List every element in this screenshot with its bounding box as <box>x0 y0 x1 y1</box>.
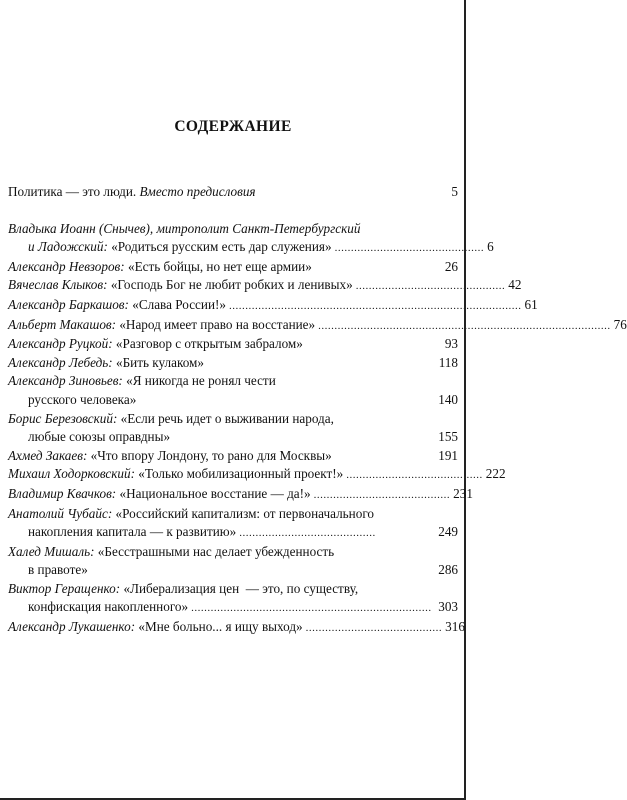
page-number: 286 <box>438 562 458 578</box>
entry-author: Михаил Ходорковский: <box>8 466 135 482</box>
toc-entry <box>8 276 522 296</box>
entry-subtitle: Вместо предисловия <box>139 184 256 199</box>
page-number: 231 <box>453 485 473 501</box>
page-title: СОДЕРЖАНИЕ <box>174 118 292 135</box>
toc-entry <box>8 410 458 447</box>
entry-title: «Есть бойцы, но нет еще армии» <box>124 258 312 274</box>
toc-entry <box>8 372 458 409</box>
entry-title: Политика — это люди. <box>8 184 140 199</box>
toc-entry <box>8 543 458 580</box>
entry-author: Александр Зиновьев: <box>8 373 123 389</box>
dot-leader: .......................................................................... <box>191 602 432 615</box>
entry-title-continued: в правоте» <box>28 562 88 578</box>
entry-title: «Родиться русским есть дар служения» <box>107 239 332 255</box>
page-number: 191 <box>438 447 458 463</box>
dot-leader: .............................................. <box>334 242 485 255</box>
page-number: 26 <box>444 258 458 274</box>
entry-author: Владыка Иоанн (Снычев), митрополит Санкт-Петербургский <box>8 220 361 236</box>
page-number: 140 <box>438 391 458 407</box>
toc-entry <box>8 296 538 316</box>
page-number: 118 <box>438 354 458 370</box>
entry-author: Вячеслав Клыков: <box>8 277 108 293</box>
toc-entry <box>8 447 458 466</box>
entry-title-continued: русского человека» <box>28 391 137 407</box>
page-number: 316 <box>445 619 465 635</box>
page-number: 303 <box>438 599 458 615</box>
entry-author: Александр Лукашенко: <box>8 619 136 635</box>
entry-author: Борис Березовский: <box>8 410 118 426</box>
entry-title: «Только мобилизационный проект!» <box>134 466 344 482</box>
toc-entry <box>8 220 494 258</box>
entry-title-continued: любые союзы оправдны» <box>28 429 171 445</box>
dot-leader: .......................................... <box>313 488 451 501</box>
toc-entry <box>8 316 627 336</box>
page-number: 249 <box>438 524 458 540</box>
entry-title: «Мне больно... я ищу выход» <box>135 619 303 635</box>
entry-title: «Российский капитализм: от первоначального <box>112 505 375 521</box>
dot-leader: .......................................... <box>239 527 376 540</box>
toc-entry <box>8 618 465 638</box>
entry-title: «Разговор с открытым забралом» <box>112 336 303 352</box>
page-number: 222 <box>485 466 506 482</box>
page-number: 42 <box>508 277 522 293</box>
page-number: 5 <box>451 184 458 199</box>
entry-title: «Что впору Лондону, то рано для Москвы» <box>87 447 332 463</box>
entry-title: «Либерализация цен — это, по существу, <box>120 580 359 596</box>
table-of-contents <box>8 183 627 638</box>
entry-title: «Народ имеет право на восстание» <box>116 316 316 332</box>
entry-author-continued: и Ладожский: <box>28 239 108 255</box>
toc-entry <box>8 580 458 618</box>
toc-entry <box>8 505 458 543</box>
entry-author: Анатолий Чубайс: <box>8 505 113 521</box>
entry-author: Александр Руцкой: <box>8 336 113 352</box>
dot-leader: .......................................... <box>346 469 483 482</box>
entry-author: Александр Баркашов: <box>8 296 129 312</box>
dot-leader: .......................................... <box>305 622 443 635</box>
page-number: 155 <box>438 429 458 445</box>
entry-title-continued: конфискация накопленного» <box>28 599 189 615</box>
toc-entry <box>8 183 458 202</box>
entry-author: Виктор Геращенко: <box>8 580 121 596</box>
dot-leader: .............................................. <box>355 280 506 293</box>
toc-entry <box>8 465 506 485</box>
entry-title: «Если речь идет о выживании народа, <box>117 410 334 426</box>
entry-title: «Господь Бог не любит робких и ленивых» <box>107 277 353 293</box>
toc-entry <box>8 258 458 277</box>
toc-entry <box>8 335 458 354</box>
entry-title: «Бить кулаком» <box>112 354 204 370</box>
entry-author: Александр Лебедь: <box>8 354 113 370</box>
page-number: 6 <box>487 239 494 255</box>
entry-author: Александр Невзоров: <box>8 258 125 274</box>
page-number: 61 <box>524 296 538 312</box>
entry-title-continued: накопления капитала — к развитию» <box>28 524 237 540</box>
page-number: 76 <box>613 316 627 332</box>
entry-author: Владимир Квачков: <box>8 485 117 501</box>
dot-leader: .......................................................................................... <box>318 319 611 332</box>
entry-author: Халед Мишаль: <box>8 543 95 559</box>
dot-leader: .......................................................................................... <box>229 299 522 312</box>
entry-author: Альберт Макашов: <box>8 316 117 332</box>
page-number: 93 <box>444 336 458 352</box>
entry-title: «Национальное восстание — да!» <box>116 485 311 501</box>
entry-title: «Слава России!» <box>128 296 226 312</box>
toc-entry <box>8 485 473 505</box>
entry-title: «Я никогда не ронял чести <box>122 373 276 389</box>
entry-title: «Бесстрашными нас делает убежденность <box>94 543 335 559</box>
toc-entry <box>8 354 458 373</box>
entry-author: Ахмед Закаев: <box>8 447 88 463</box>
